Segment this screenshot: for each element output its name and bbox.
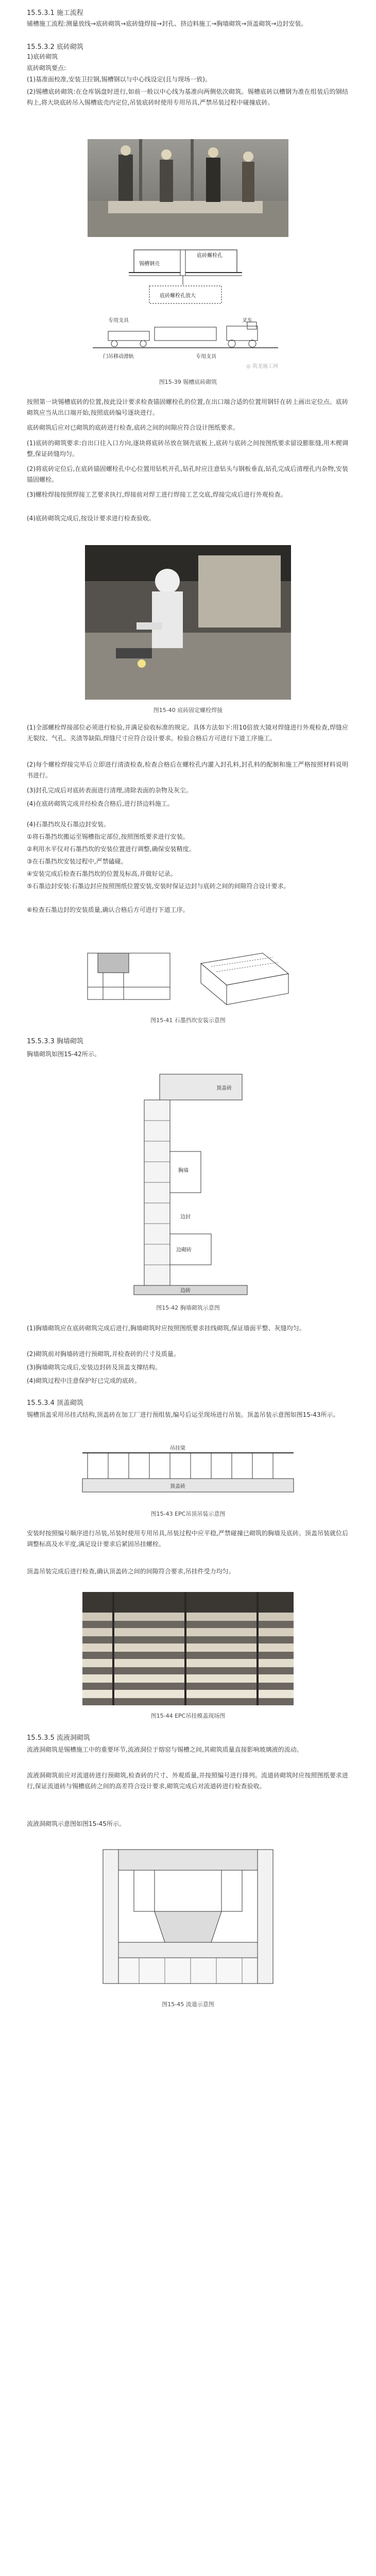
- caption-15-40: 图15-40 底砖固定螺栓焊接: [153, 707, 223, 714]
- paragraph-graphite-1: ①将石墨挡坎搬运至锡槽指定部位,按照图纸要求进行安装。: [27, 833, 189, 840]
- watermark: ◎ 筑龙施工网: [246, 364, 278, 369]
- paragraph-weld-3: (3)封孔完成后对底砖表面进行清理,清除表面的杂物及灰尘。: [27, 787, 192, 794]
- label-dolly: 专用支具: [108, 318, 129, 324]
- paragraph-anchor-5: (3)螺栓焊接按照焊接工艺要求执行,焊接前对焊工进行焊接工艺交底,焊接完成后进行外观检查。: [27, 491, 287, 498]
- figure-15-39-diagram: [77, 245, 294, 374]
- section-heading-flow-channel: 15.5.3.5 流液洞砌筑: [27, 1734, 90, 1742]
- section-heading-bottom: 15.5.3.2 底砖砌筑: [27, 43, 83, 51]
- section-heading-breast: 15.5.3.3 胸墙砌筑: [27, 1038, 83, 1045]
- paragraph-breast-3: (3)胸墙砌筑完成后,安装边封砖及顶盖支撑结构。: [27, 1364, 161, 1371]
- label-bolt-hole: 底砖螺栓孔: [197, 253, 223, 259]
- caption-15-43: 图15-43 EPC吊顶吊装示意图: [150, 1511, 226, 1517]
- paragraph-breast-4: (4)砌筑过程中注意保护好已完成的底砖。: [27, 1377, 141, 1384]
- paragraph-weld-2: (2)每个螺栓焊接完毕后立即进行清渣检查,检查合格后在螺栓孔内灌入封孔料,封孔料的配制和施工严格按照材料说明书进行。: [27, 761, 348, 779]
- label-guide: 门吊移动滑轨: [103, 354, 134, 360]
- paragraph-anchor-4: (2)将底砖定位后,在底砖锚固螺栓孔中心位置用钻机开孔,钻孔时应注意钻头与钢板垂直,钻孔完成后清理孔内杂物,安装锚固螺栓。: [27, 465, 348, 483]
- paragraph-graphite-4: ④安装完成后检查石墨挡坎的位置及标高,并做好记录。: [27, 870, 177, 877]
- label-top: 顶盖砖: [216, 1086, 232, 1091]
- label-bottom: 边砖: [180, 1288, 191, 1294]
- label-breast: 胸墙: [178, 1168, 189, 1174]
- paragraph-bottom-1: (1)基准面校准,安装卫拉钢,锡槽钢以与中心线设定(且与现场一致)。: [27, 76, 211, 83]
- figure-15-43-diagram: [77, 1443, 299, 1504]
- paragraph-graphite-5: ⑤石墨边封安装:石墨边封应按照图纸位置安装,安装时保证边封与底砖之间的间隙符合设计要求。: [27, 883, 290, 890]
- paragraph-bottom-2: (2)锡槽底砖砌筑:在仓库锅盘时进行,如前一般以中心线为基准向两侧依次砌筑。锡槽底砖以槽钢为准在组装后的钢结构上,将大块底砖吊入锡槽底壳内定位,吊装底砖时使用专用吊具,严禁吊装过程中碰撞底砖。: [27, 88, 348, 106]
- label-top-brick: 顶盖砖: [170, 1484, 185, 1489]
- paragraph-breast-1: (1)胸墙砌筑应在底砖砌筑完成后进行,胸墙砌筑时应按照图纸要求挂线砌筑,保证墙面平整、灰缝均匀。: [27, 1325, 305, 1332]
- caption-15-44: 图15-44 EPC吊挂模盖现场图: [150, 1713, 226, 1719]
- paragraph-flow: 铺槽施工流程:测量放线→底砖砌筑→底砖缝焊接→封孔、挤边料施工→胸墙砌筑→顶盖砌筑→边封安装。: [27, 20, 307, 27]
- figure-15-45-diagram: [93, 1839, 283, 1994]
- paragraph-breast-2: (2)砌筑前对胸墙砖进行预砌筑,并检查砖的尺寸及质量。: [27, 1350, 180, 1358]
- figure-15-44-photo: [82, 1592, 294, 1705]
- paragraph-top-1: 安装时按照编号顺序进行吊装,吊装时使用专用吊具,吊装过程中应平稳,严禁碰撞已砌筑的胸墙及底砖。顶盖吊装就位后调整标高及水平度,满足设计要求后紧固吊挂螺栓。: [27, 1530, 348, 1548]
- caption-15-41: 图15-41 石墨挡坎安装示意图: [150, 1017, 226, 1024]
- figure-15-41-diagram: [82, 943, 299, 1010]
- paragraph-anchor-2: 底砖砌筑后应对已砌筑的底砖进行检查,底砖之间的间隙应符合设计图纸要求。: [27, 424, 239, 431]
- paragraph-top-intro: 锡槽顶盖采用吊挂式结构,顶盖砖在加工厂进行预组装,编号后运至现场进行吊装。顶盖吊装示意图如图15-43所示。: [27, 1411, 339, 1418]
- figure-15-42-diagram: [129, 1069, 252, 1298]
- paragraph-flow-intro: 流液洞砌筑是锡槽施工中的重要环节,流液洞位于熔窑与锡槽之间,其砌筑质量直接影响玻璃液的流动。: [27, 1746, 303, 1753]
- paragraph-graphite-3: ③在石墨挡坎安装过程中,严禁磕碰。: [27, 858, 127, 865]
- paragraph-anchor-6: (4)底砖砌筑完成后,按设计要求进行检查验收。: [27, 515, 155, 522]
- label-beam: 吊挂梁: [170, 1446, 185, 1451]
- paragraph-weld-1: (1)全部螺栓焊接部位必须进行检验,并满足验收标准的规定。具体方法如下:用10倍放大镜对焊缝进行外观检查,焊缝应无裂纹、气孔、夹渣等缺陷,焊缝尺寸应符合设计要求。检验合格后方可进行下道工序施工。: [27, 724, 348, 742]
- paragraph-flow-2: 流液洞砌筑示意图如图15-45所示。: [27, 1820, 125, 1827]
- paragraph-bottom-title: 底砖砌筑要点:: [27, 64, 66, 72]
- paragraph-breast-intro: 胸墙砌筑如图15-42所示。: [27, 1050, 100, 1058]
- label-rail: 专用支具: [196, 354, 216, 360]
- label-forklift: 叉车: [242, 318, 252, 324]
- caption-15-42: 图15-42 胸墙砌筑示意图: [156, 1304, 220, 1311]
- caption-15-39: 图15-39 锡槽底砖砌筑: [159, 379, 217, 385]
- figure-15-40-photo: [85, 545, 291, 700]
- paragraph-top-2: 顶盖吊装完成后进行检查,确认顶盖砖之间的间隙符合要求,吊挂件受力均匀。: [27, 1568, 235, 1575]
- label-edge: 边封: [180, 1214, 191, 1220]
- label-shell: 锡槽钢壳: [139, 261, 160, 267]
- section-heading-flow: 15.5.3.1 施工流程: [27, 9, 83, 17]
- paragraph-anchor-1: 按照第一块锡槽底砖的位置,按此设计要求检查锚固螺栓孔的位置,在出口端合适的位置用钢钎在砖上画出定位点。底砖砌筑应当从出口端开始,按照底砖编号逐块进行。: [27, 398, 348, 416]
- paragraph-flow-1: 流液洞砌筑前应对流道砖进行预砌筑,检查砖的尺寸、外观质量,并按照编号进行排列。流道砖砌筑时应按照图纸要求进行,保证流道砖与锡槽底砖之间的高差符合设计要求,砌筑完成后对流道砖进行检查验收。: [27, 1772, 348, 1790]
- label-edge2: 边砌砖: [176, 1247, 192, 1253]
- paragraph-graphite-2: ②利用水平仪对石墨挡坎的安装位置进行调整,确保安装精度。: [27, 845, 195, 853]
- paragraph-sub1: 1)底砖砌筑: [27, 53, 58, 60]
- paragraph-graphite-title: (4)石墨挡坎及石墨边封安装。: [27, 821, 110, 828]
- paragraph-anchor-3: (1)底砖的砌筑要求:自出口往入口方向,逐块将底砖吊放在钢壳底板上,底砖与底砖之间按图纸要求留设膨胀缝,用木楔调整,保证砖缝均匀。: [27, 439, 348, 457]
- paragraph-weld-4: (4)在底砖砌筑完成并经检查合格后,进行挤边料施工。: [27, 800, 174, 807]
- label-hole-enlarged: 底砖螺栓孔放大: [160, 293, 196, 299]
- caption-15-45: 图15-45 流道示意图: [162, 2001, 214, 2008]
- section-heading-top: 15.5.3.4 顶盖砌筑: [27, 1399, 83, 1407]
- paragraph-graphite-6: ⑥检查石墨边封的安装质量,确认合格后方可进行下道工序。: [27, 906, 189, 913]
- figure-15-39-photo: [88, 139, 288, 237]
